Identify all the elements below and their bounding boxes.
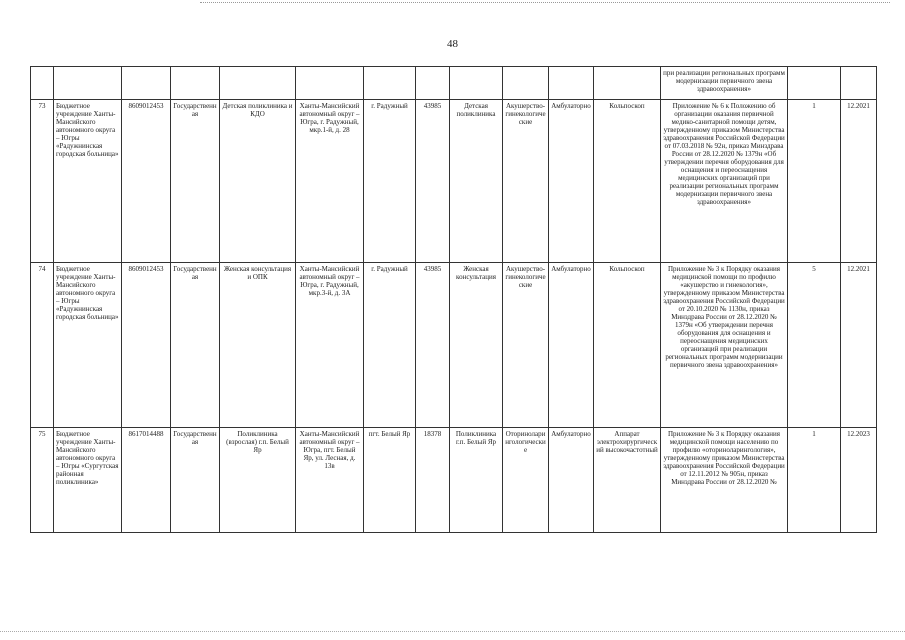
inn: 8609012453 <box>122 263 171 428</box>
equipment-standard: Приложение № 6 к Положению об организации оказания первичной медико-санитарной помощи детям, утвержденному приказом Министерства здравоохранения Российской Федерации от 07.03.2018 № 92н, приказ Минздрава России от 28.12.2020 № 1379н «Об утверждении перечня оборудования для оснащения и переоснащения медицинских организаций при реализации региональных программ модернизации первичного звена здравоохранения» <box>661 100 788 263</box>
structural-unit: Поликлиника (взрослая) г.п. Белый Яр <box>220 428 296 533</box>
care-conditions: Амбулаторно <box>549 428 594 533</box>
settlement-code: 43985 <box>416 100 450 263</box>
settlement-code: 18378 <box>416 428 450 533</box>
profile: Оториноларингологические <box>503 428 549 533</box>
structural-unit: Детская поликлиника и КДО <box>220 100 296 263</box>
quantity: 5 <box>788 263 841 428</box>
division: Детская поликлиника <box>450 100 503 263</box>
equipment-standard: Приложение № 3 к Порядку оказания медицинской помощи по профилю «акушерство и гинекология», утвержденному приказом Министерства здравоохранения Российской Федерации от 20.10.2020 № 1130н, приказ Минздрава России от 28.12.2020 № 1379н «Об утверждении перечня оборудования для оснащения и переоснащения медицинских организаций при реализации региональных программ модернизации первичного звена здравоохранения» <box>661 263 788 428</box>
page-number: 48 <box>447 38 458 50</box>
address: Ханты-Мансийский автономный округ – Югра, г. Радужный, мкр.3-й, д. 3А <box>296 263 364 428</box>
delivery-date: 12.2021 <box>841 263 877 428</box>
table-row <box>31 428 877 533</box>
care-conditions: Амбулаторно <box>549 100 594 263</box>
structural-unit: Женская консультация и ОПК <box>220 263 296 428</box>
profile: Акушерство-гинекологические <box>503 263 549 428</box>
address: Ханты-Мансийский автономный округ – Югра, г. Радужный, мкр.1-й, д. 28 <box>296 100 364 263</box>
table-row <box>31 100 877 263</box>
delivery-date: 12.2021 <box>841 100 877 263</box>
city: пгт. Белый Яр <box>364 428 416 533</box>
scan-artifact-bottom <box>0 631 905 632</box>
equipment-standard: Приложение № 3 к Порядку оказания медицинской помощи населению по профилю «оториноларингология», утвержденному приказом Министерства здравоохранения Российской Федерации от 12.11.2012 № 905н, приказ Минздрава России от 28.12.2020 № <box>661 428 788 533</box>
organization-name: Бюджетное учреждение Ханты-Мансийского автономного округа – Югры «Сургутская районная поликлиника» <box>54 428 122 533</box>
inn: 8609012453 <box>122 100 171 263</box>
table-row <box>31 263 877 428</box>
settlement-code: 43985 <box>416 263 450 428</box>
ownership-form: Государственная <box>171 428 220 533</box>
equipment-name: Кольпоскоп <box>594 100 661 263</box>
continuation-standard-cell <box>661 67 788 100</box>
division: Поликлиника г.п. Белый Яр <box>450 428 503 533</box>
address: Ханты-Мансийский автономный округ – Югра, пгт. Белый Яр, ул. Лесная, д. 13в <box>296 428 364 533</box>
continuation-row <box>31 67 877 100</box>
row-number: 74 <box>31 263 54 428</box>
equipment-name: Аппарат электрохирургический высокочастотный <box>594 428 661 533</box>
delivery-date: 12.2023 <box>841 428 877 533</box>
row-number: 75 <box>31 428 54 533</box>
equipment-registry-table <box>30 66 877 533</box>
organization-name: Бюджетное учреждение Ханты-Мансийского автономного округа – Югры «Радужнинская городская больница» <box>54 100 122 263</box>
profile: Акушерство-гинекологические <box>503 100 549 263</box>
city: г. Радужный <box>364 263 416 428</box>
equipment-name: Кольпоскоп <box>594 263 661 428</box>
row-number: 73 <box>31 100 54 263</box>
ownership-form: Государственная <box>171 100 220 263</box>
quantity: 1 <box>788 428 841 533</box>
ownership-form: Государственная <box>171 263 220 428</box>
scan-artifact-top <box>200 2 890 3</box>
continuation-text: при реализации региональных программ модернизации первичного звена здравоохранения» <box>663 69 785 93</box>
care-conditions: Амбулаторно <box>549 263 594 428</box>
quantity: 1 <box>788 100 841 263</box>
organization-name: Бюджетное учреждение Ханты-Мансийского автономного округа – Югры «Радужнинская городская больница» <box>54 263 122 428</box>
division: Женская консультация <box>450 263 503 428</box>
inn: 8617014488 <box>122 428 171 533</box>
city: г. Радужный <box>364 100 416 263</box>
